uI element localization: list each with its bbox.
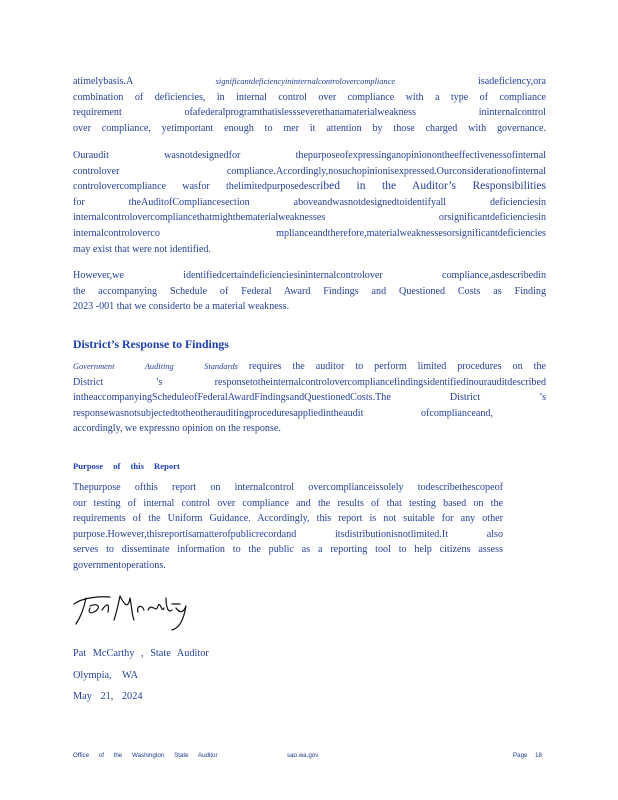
text-line: requirements of the Uniform Guidance. Accordingly, this report is not suitable for any other: [73, 513, 503, 525]
text-line: intheaccompanyingScheduleofFederalAwardFindingsandQuestionedCosts.The District ’s: [73, 392, 546, 404]
footer-office: Office of the Washington State Auditor: [73, 752, 218, 759]
italic-term: Government Auditing Standards: [73, 362, 238, 371]
text-segment: isadeficiency,ora: [478, 76, 546, 87]
paragraph-3: [73, 268, 546, 315]
text-line: responsewasnotsubjectedtotheotherauditingproceduresappliedintheaudit ofcomplianceand,: [73, 407, 493, 419]
text-line: may exist that were not identified.: [73, 243, 211, 255]
text-line: [73, 359, 546, 375]
text-line: Ouraudit wasnotdesignedfor thepurposeofexpressinganopiniononthe​effectivenessofinternal: [73, 150, 546, 161]
paragraph-1: [73, 74, 546, 136]
footer-page-label: Page: [513, 752, 528, 759]
text-line: over compliance, yetimportant enough to mer it attention by those charged with governance.: [73, 122, 546, 134]
text-segment: controlovercompliance wasfor thelimitedpurposedescr: [73, 181, 321, 193]
text-line: requirement ofafederalprogramthatislessseverethanamaterialweakness ininternalcontrol: [73, 107, 546, 119]
paragraph-5: [73, 480, 503, 574]
paragraph-significant-deficiency: [73, 74, 546, 136]
footer-page-number: 18: [535, 752, 542, 759]
text-line: [73, 179, 546, 195]
paragraph-4: [73, 359, 546, 437]
text-line: governmentoperations.: [73, 559, 166, 571]
text-segment: requires the auditor to perform limited procedures on the: [248, 361, 546, 372]
text-line: Thepurpose ofthis report on internalcontrol overcomplianceissolely todescribethescopeof: [73, 482, 503, 493]
handwritten-signature: [68, 584, 196, 634]
text-line: accordingly, we expressno opinion on the response.: [73, 423, 281, 435]
paragraph-2: [73, 148, 546, 257]
paragraph-district-response: [73, 359, 546, 437]
signer-name-title: Pat McCarthy , State Auditor: [73, 648, 209, 659]
text-line: combination of deficiencies, in internal control over compliance with a type of compliance: [73, 91, 546, 103]
text-line: 2023 -001 that we considerto be a material weakness.: [73, 301, 290, 313]
heading-district-response: District’s Response to Findings: [73, 337, 229, 351]
text-line: our testing of internal control over compliance and the results of that testing based on the: [73, 497, 503, 509]
heading-purpose-of-report: Purpose of this Report: [73, 461, 180, 471]
signature-date: May 21, 2024: [73, 691, 143, 702]
text-line: serves to disseminate information to the public as a reporting tool to help citizens assess: [73, 544, 503, 556]
text-line: District ’s responsetotheinternalcontrolovercompliancefindingsidentifiedinourauditdescribed: [73, 376, 546, 388]
text-line: purpose.However,thisreportisamatterofpublicrecordand itsdistributionisnotlimited.It also: [73, 528, 503, 540]
text-line: internalcontrolovercompliancethatmightbematerialweaknesses orsignificantdeficienciesin: [73, 212, 546, 224]
paragraph-audit-design: [73, 148, 546, 257]
paragraph-purpose: [73, 480, 503, 574]
text-segment: atimelybasis.A: [73, 76, 133, 87]
text-line: controlover compliance.Accordingly,nosuchopinionisexpressed.Ourconsiderationofinternal: [73, 165, 546, 177]
paragraph-identified-deficiencies: [73, 268, 546, 315]
text-line: the accompanying Schedule of Federal Award Findings and Questioned Costs as Finding: [73, 285, 546, 297]
footer-website[interactable]: sao.wa.gov: [287, 752, 319, 759]
italic-term: significantdeficiencyininternalcontrolovercompliance: [215, 77, 396, 86]
text-line: for theAuditofCompliancesection aboveandwasnotdesignedtoidentifyall deficienciesin: [73, 196, 546, 208]
text-line: However,we identifiedcertaindeficienciesininternalcontrolover compliance,asdescribedin: [73, 270, 546, 281]
text-line: internalcontroloverco mplianceandtherefore,materialweaknessesorsignificantdeficiencies: [73, 227, 546, 239]
signer-location: Olympia, WA: [73, 669, 139, 681]
text-line: [73, 74, 546, 90]
text-segment-large: ibed in the Auditor’s Responsibilities: [320, 180, 546, 193]
signature-block: [73, 643, 209, 708]
